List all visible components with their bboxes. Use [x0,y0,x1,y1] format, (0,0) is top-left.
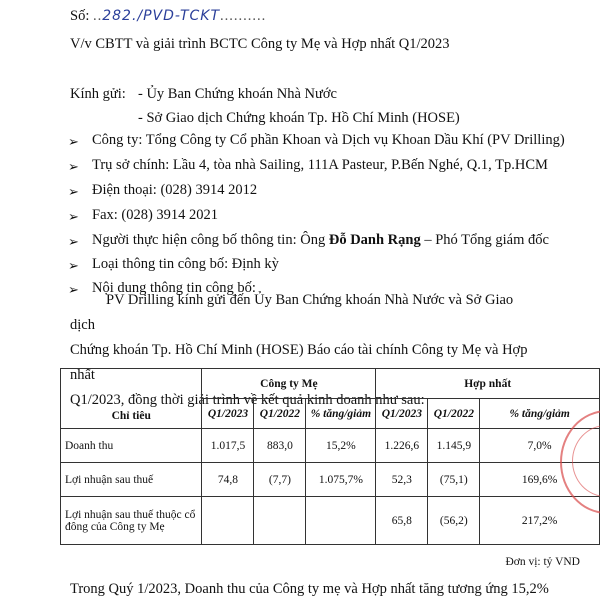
table-cell: 65,8 [376,497,428,545]
financial-results-table [60,368,600,545]
table-cell [254,497,306,545]
row-label-line: Lợi nhuận sau thuế thuộc cổ [65,508,196,521]
recipient-ssc: - Ủy Ban Chứng khoán Nhà Nước [138,86,337,102]
arrow-bullet-icon: ➢ [68,184,79,199]
table-cell: 1.145,9 [428,429,480,463]
recipients-label: Kính gửi: [70,86,126,102]
row-label: Doanh thu [61,429,202,463]
disclosure-type: Loại thông tin công bố: Định kỳ [92,256,279,272]
table-cell: 169,6% [480,463,600,497]
consolidated-header: Hợp nhất [376,369,600,399]
row-label: Lợi nhuận sau thuế [61,463,202,497]
company-info: Công ty: Tổng Công ty Cổ phần Khoan và Dịch vụ Khoan Dầu Khí (PV Drilling) [92,132,565,148]
discloser-title: – Phó Tổng giám đốc [420,232,549,248]
arrow-bullet-icon: ➢ [68,159,79,174]
arrow-bullet-icon: ➢ [68,209,79,224]
intro-line-2: Chứng khoán Tp. Hồ Chí Minh (HOSE) Báo cáo tài chính Công ty Mẹ và Hợp nhất [70,342,528,383]
table-cell: 52,3 [376,463,428,497]
table-cell: 217,2% [480,497,600,545]
table-cell: (56,2) [428,497,480,545]
fax-info: Fax: (028) 3914 2021 [92,207,219,223]
col-header: % tăng/giảm [480,399,600,429]
col-header: Q1/2022 [428,399,480,429]
table-cell: 7,0% [480,429,600,463]
discloser-name: Đỗ Danh Rạng [328,232,421,248]
row-label-line: đông của Công ty Mẹ [65,520,165,533]
col-header: Q1/2023 [202,399,254,429]
arrow-bullet-icon: ➢ [68,258,79,273]
table-header-row [61,369,600,399]
parent-company-header: Công ty Mẹ [202,369,376,399]
row-label [61,497,202,545]
table-cell: 1.017,5 [202,429,254,463]
table-cell: 74,8 [202,463,254,497]
table-cell: 1.075,7% [306,463,376,497]
unit-label: Đơn vị: tỷ VND [505,556,580,568]
intro-line-1: PV Drilling kính gửi đến Ủy Ban Chứng khoán Nhà Nước và Sở Giao dịch [70,292,514,333]
arrow-bullet-icon: ➢ [68,234,79,249]
indicator-header: Chỉ tiêu [61,369,202,429]
table-row [61,497,600,545]
discloser-info [92,232,549,249]
col-header: Q1/2022 [254,399,306,429]
document-number-label: Số: [70,8,90,24]
document-number-line: Số: ..282./PVD-TCKT.......... [70,8,267,24]
intro-line-3: Q1/2023, đồng thời giải trình về kết quả kinh doanh như sau: [70,392,425,408]
footer-text: Trong Quý 1/2023, Doanh thu của Công ty mẹ và Hợp nhất tăng tương ứng 15,2% [70,581,549,597]
table-cell: 15,2% [306,429,376,463]
table-cell: (75,1) [428,463,480,497]
disclosure-content-label: Nội dung thông tin công bố: [92,280,256,296]
table-cell [306,497,376,545]
table-cell: 1.226,6 [376,429,428,463]
col-header: Q1/2023 [376,399,428,429]
table-cell: 883,0 [254,429,306,463]
col-header: % tăng/giảm [306,399,376,429]
recipient-hose: - Sở Giao dịch Chứng khoán Tp. Hồ Chí Minh (HOSE) [138,110,460,126]
discloser-prefix: Người thực hiện công bố thông tin: Ông [92,232,329,248]
document-subject: V/v CBTT và giải trình BCTC Công ty Mẹ và Hợp nhất Q1/2023 [70,36,450,52]
address-info: Trụ sở chính: Lầu 4, tòa nhà Sailing, 111A Pasteur, P.Bến Nghé, Q.1, Tp.HCM [92,157,548,173]
table-cell [202,497,254,545]
table-cell: (7,7) [254,463,306,497]
table-row [61,429,600,463]
document-number-handwritten: 282./PVD-TCKT [102,8,220,24]
arrow-bullet-icon: ➢ [68,282,79,297]
arrow-bullet-icon: ➢ [68,134,79,149]
phone-info: Điện thoại: (028) 3914 2012 [92,182,258,198]
table-row [61,463,600,497]
